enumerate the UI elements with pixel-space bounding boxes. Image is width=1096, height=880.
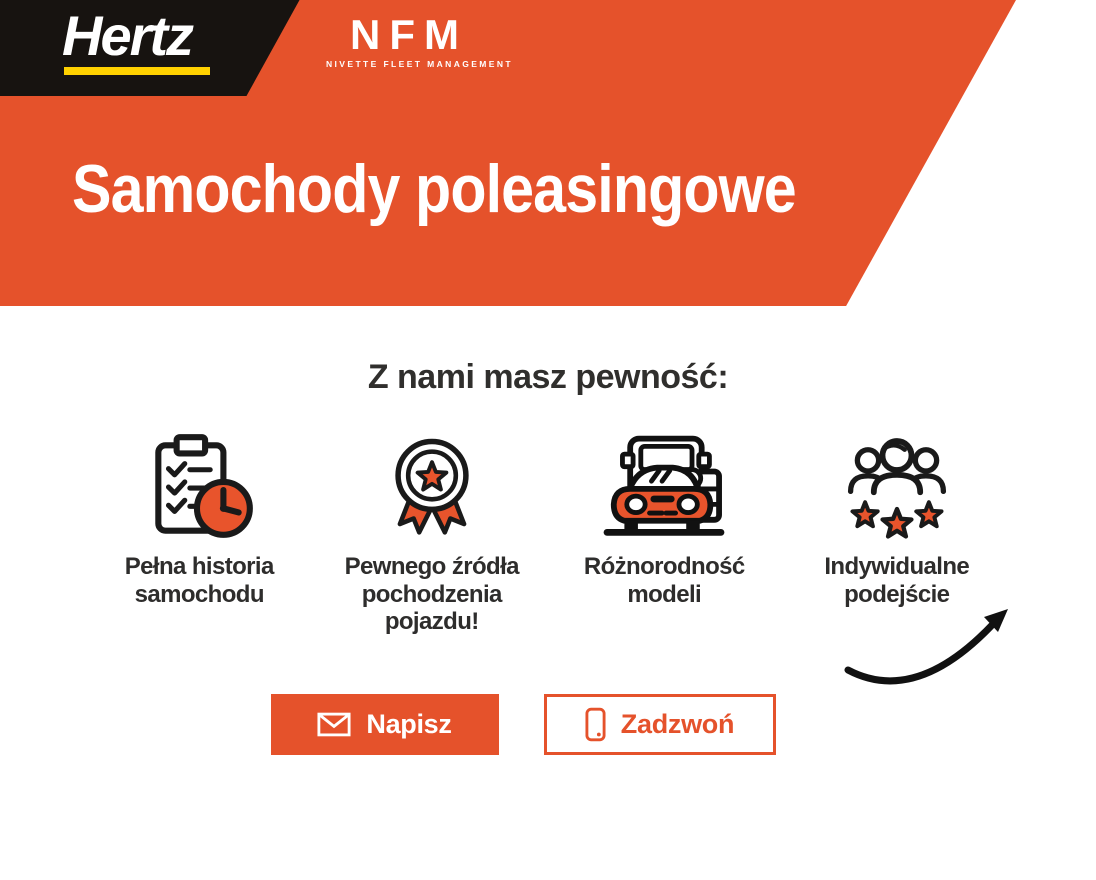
feature-models-line2: modeli <box>627 580 702 608</box>
cars-icon <box>548 421 781 543</box>
nfm-subtitle: NIVETTE FLEET MANAGEMENT <box>326 59 513 70</box>
write-button[interactable] <box>271 694 499 755</box>
feature-origin-line1: Pewnego źródła <box>344 553 519 580</box>
call-button[interactable] <box>544 694 776 755</box>
write-button-label: Napisz <box>366 708 452 739</box>
page-title: Samochody poleasingowe <box>72 151 796 227</box>
envelope-icon <box>317 712 351 737</box>
smartphone-icon <box>585 707 606 742</box>
feature-history-line1: Pełna historia <box>124 553 274 580</box>
clipboard-clock-icon <box>83 421 316 543</box>
feature-origin <box>316 421 549 636</box>
feature-models-line1: Różnorodność <box>583 553 745 580</box>
feature-history <box>83 421 316 636</box>
feature-history-line2: samochodu <box>134 580 264 608</box>
hertz-yellow-underline <box>64 67 210 75</box>
medal-star-icon <box>316 421 549 543</box>
header-banner <box>0 0 1096 306</box>
hertz-logo <box>62 4 210 75</box>
feature-models <box>548 421 781 636</box>
call-button-label: Zadzwoń <box>620 708 735 739</box>
people-stars-icon <box>781 421 1014 543</box>
nfm-logo <box>326 11 513 70</box>
curved-arrow-icon <box>838 596 1020 704</box>
nfm-wordmark: NFM <box>350 11 468 58</box>
feature-origin-line2: pochodzenia pojazdu! <box>361 580 502 636</box>
assurance-heading: Z nami masz pewność: <box>367 358 729 396</box>
feature-individual-line1: Indywidualne <box>824 553 970 580</box>
hertz-wordmark: Hertz <box>62 4 193 67</box>
feature-individual-line2: podejście <box>844 580 950 608</box>
